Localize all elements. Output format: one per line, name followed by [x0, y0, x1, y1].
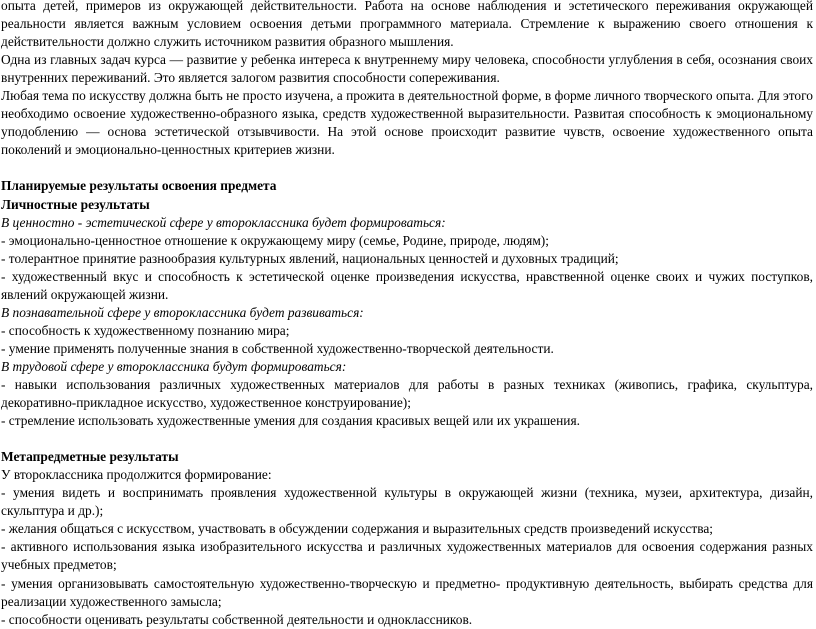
list-item: - активного использования языка изобразительного искусства и различных художественных материалов для освоения содержания разных учебных предметов;: [1, 539, 813, 573]
list-item: - умения организовывать самостоятельную художественно-творческую и предметно- продуктивную деятельность, выбирать средства для реализации художественного замысла;: [1, 575, 813, 609]
meta-intro: У второклассника продолжится формирование:: [1, 467, 272, 483]
blank-line: [1, 430, 813, 448]
list-item: - умение применять полученные знания в собственной художественно-творческой деятельности.: [1, 340, 554, 356]
list-item: - навыки использования различных художественных материалов для работы в разных техниках (живопись, графика, скульптура, декоративно-прикладное искусство, художественное конструирование);: [1, 376, 813, 411]
list-item: - толерантное принятие разнообразия культурных явлений, национальных ценностей и духовных традиций;: [1, 250, 619, 266]
list-item: - умения видеть и воспринимать проявления художественной культуры в окружающей жизни (техника, музеи, архитектура, дизайн, скульптура и др.);: [1, 485, 813, 519]
list-item: - эмоционально-ценностное отношение к окружающему миру (семье, Родине, природе, людям);: [1, 232, 549, 248]
list-item: - способности оценивать результаты собственной деятельности и одноклассников.: [1, 611, 473, 627]
list-item: - способность к художественному познанию мира;: [1, 322, 290, 338]
value-sphere-intro: В ценностно - эстетической сфере у второклассника будет формироваться:: [1, 214, 446, 230]
list-item: - стремление использовать художественные умения для создания красивых вещей или их украшения.: [1, 413, 580, 429]
blank-line: [1, 159, 813, 177]
labor-sphere-intro: В трудовой сфере у второклассника будут формироваться:: [1, 358, 347, 374]
list-item: - художественный вкус и способность к эстетической оценке произведения искусства, нравственной оценке своих и чужих поступков, явлений окружающей жизни.: [1, 268, 813, 302]
intro-paragraph-3: Любая тема по искусству должна быть не просто изучена, а прожита в деятельностной форме, в форме личного творческого опыта. Для этого необходимо освоение художественно-образного языка, средств художественной выразительности. Развитая способность к эмоциональному уподоблению — основа эстетической отзывчивости. На этой основе происходит развитие чувств, освоение художественного опыта поколений и эмоционально-ценностных критериев жизни.: [1, 88, 813, 158]
results-heading: Планируемые результаты освоения предмета: [1, 178, 277, 194]
list-item: - желания общаться с искусством, участвовать в обсуждении содержания и выразительных средств произведений искусства;: [1, 521, 714, 537]
meta-results-heading: Метапредметные результаты: [1, 449, 179, 465]
intro-paragraph-2: Одна из главных задач курса — развитие у ребенка интереса к внутреннему миру человека, способности углубления в себя, осознания своих внутренних переживаний. Это является залогом развития способности сопереживания.: [1, 52, 813, 86]
cognitive-sphere-intro: В познавательной сфере у второклассника будет развиваться:: [1, 304, 364, 320]
intro-paragraph-1: опыта детей, примеров из окружающей действительности. Работа на основе наблюдения и эстетического переживания окружающей реальности является важным условием освоения детьми программного материала. Стремление к выражению своего отношения к действительности должно служить источником развития образного мышления.: [1, 0, 813, 50]
personal-results-heading: Личностные результаты: [1, 196, 150, 212]
